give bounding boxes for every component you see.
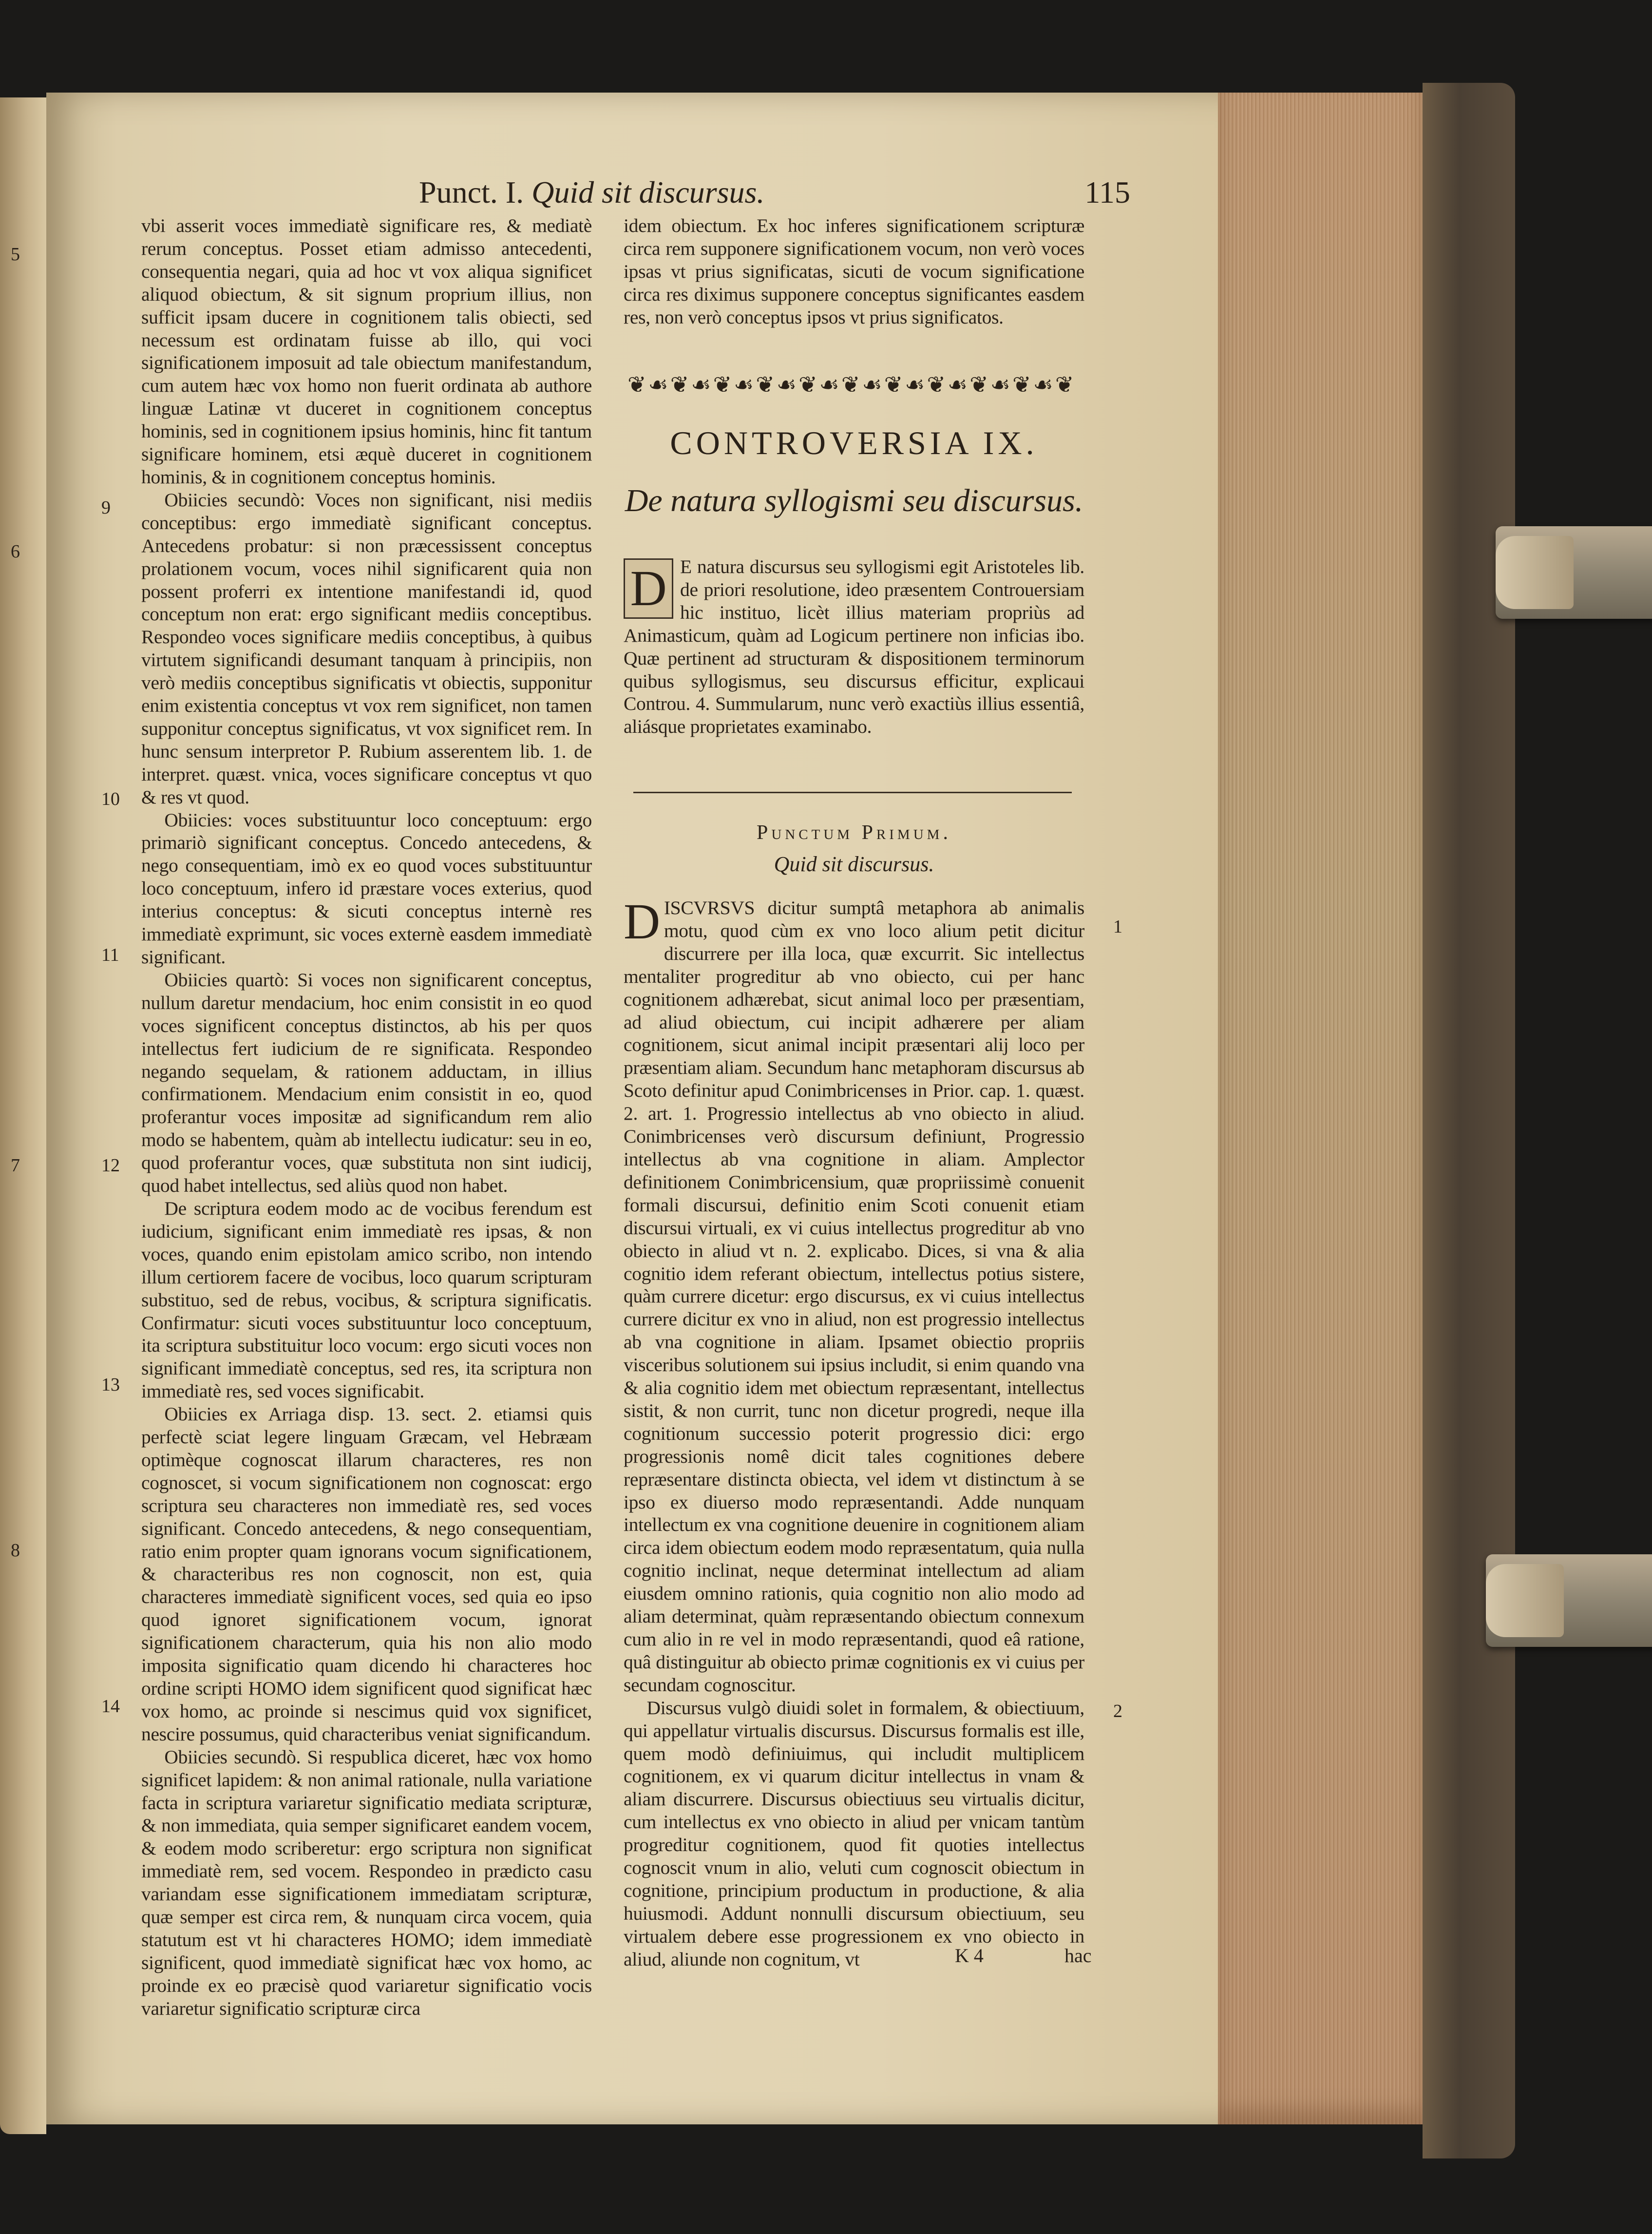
paragraph: Obiicies quartò: Si voces non significarent conceptus, nullum daretur mendacium, hoc enim consistit in eo quod voces significent conceptus distinctos, ab his per quos intellectus fert iudicium de re significata. Respondeo negando sequelam, & rationem adductam, in illius confirmationem. Mendacium enim consistit in eo, quod proferantur voces impositæ ad significandum rem alio modo se habentem, quàm ab intellectu iudicatur: seu in eo, quod proferantur voces, quæ substituta non sint iudicij, quod habet intellectus, sed aliùs quod non habet. [141, 969, 592, 1197]
margin-number: 11 [101, 945, 119, 965]
body-block [624, 894, 1084, 1971]
margin-number: 12 [101, 1155, 120, 1176]
body-text: ISCVRSVS dicitur sumptâ metaphora ab animalis motu, quod cùm ex vno loco alium petit dicitur discurrere per illa loca, quæ excurrit. Sic intellectus mentaliter progreditur ab vno obiecto, cui per hanc cognitionem adhærebat, sicut animal loco per præsentiam, ad aliud obiectum, cui incipit adhærere per aliam cognitionem, sicut animal incipit præsentari alij loco per præsentiam aliam. Secundum hanc metaphoram discursus ab Scoto definitur apud Conimbricenses in Prior. cap. 1. quæst. 2. art. 1. Progressio intellectus ab vno obiecto in aliud. Conimbricenses verò discursum definiunt, Progressio intellectus ab vna cognitione in aliam. Amplector definitionem Conimbricensium, quæ propriissimè conuenit formali discursui, definitio enim Scoti conuenit etiam discursui virtuali, ex vi cuius intellectus progreditur ab vno obiecto in aliud vt n. 2. explicabo. Dices, si vna & alia cognitio idem referant obiectum, intellectus potius sistere, quàm currere dicetur: ergo discursus, ex vi cuius intellectus currere dicitur ex vno in aliud, non est progressio intellectus ab vna cognitione in aliam. Ipsamet obiectio propriis visceribus solutionem sui ipsius includit, si enim quando vna & alia cognitio idem met obiectum repræsentant, intellectus sistit, & non currit, tunc non dicetur progredi, neque illa cognitionum successio poterit progressio dici: ergo progressionis nomê dicit tales cognitiones debere repræsentare distincta obiecta, vel idem vt distinctum à se ipso ex diuerso modo repræsentandi. Adde nunquam intellectum ex vna cognitione deuenire in cognitionem aliam circa idem obiectum eodem modo repræsentatum, quia nulla cognitio inclinat, neque determinat intellectum ad aliam eiusdem omnino rationis, quia cognitio non alio modo ad aliam determinat, quàm repræsentando obiectum connexum cum alio in re vel in modo repræsentandi, quod eâ ratione, quâ distinguitur ab obiecto primæ cognitionis ex vi cuius per secundam cognoscitur. [624, 897, 1084, 1696]
intro-block [624, 555, 1084, 738]
body-paragraph [624, 894, 1084, 1697]
margin-number: 10 [101, 789, 120, 809]
header-title-italic: Quid sit discursus. [532, 175, 765, 210]
header-title [419, 174, 764, 210]
page-number: 115 [1084, 175, 1130, 210]
paragraph: Obiicies secundò. Si respublica diceret, hæc vox homo significet lapidem: & non animal rationale, nulla variatione facta in scriptura variaretur significatio mediata scripturæ, & non immediata, quia semper significaret eandem vocem, & eodem modo scriberetur: ergo scriptura non significat immediatè rem, sed vocem. Respondeo in prædicto casu variandam esse significationem immediatam scripturæ, quæ semper est circa rem, & nunquam circa vocem, quia statutum est vt hi characteres HOMO; idem immediatè significent, quod immediatè significat hæc vox homo, ac proinde ex eo præcisè quod variaretur significatio vocis variaretur significatio scripturæ circa [141, 1746, 592, 2019]
margin-number: 1 [1113, 917, 1122, 937]
paragraph: idem obiectum. Ex hoc inferes significationem scripturæ circa rem supponere significationem vocum, non verò voces ipsas vt prius significatas, sicuti de vocum significatione circa res diximus supponere conceptus significantes easdem res, non verò conceptus ipsos vt prius significatos. [624, 215, 1084, 328]
intro-text: E natura discursus seu syllogismi egit Aristoteles lib. de priori resolutione, ideo præsentem Controuersiam hic instituo, licèt illius materiam propriùs ad Animasticum, quàm ad Logicum pertinere non inficias ibo. Quæ pertinent ad structuram & dispositionem terminorum quibus syllogismus, seu discursus efficitur, explicaui Controu. 4. Summularum, nunc verò exactiùs illius essentiâ, aliásque proprietates examinabo. [624, 556, 1084, 738]
signature-mark: K 4 [955, 1945, 984, 1967]
initial-letter: D [624, 894, 660, 950]
paragraph: vbi asserit voces immediatè significare res, & mediatè rerum conceptus. Posset etiam admisso antecedenti, consequentia negari, quia ad hoc vt vox aliqua significet aliquod obiectum, & sit signum proprium illius, non sufficit ipsam ducere in cognitionem talis obiecti, sed necessum est ordinatam fuisse ab illo, qui voci significationem imposuit ad tale obiectum manifestandum, cum autem hæc vox homo non fuerit ordinata ab authore linguæ Latinæ vt duceret in cognitionem conceptus hominis, sed in cognitionem ipsius hominis, hinc fit tantum significare hominem, etsi æquè duceret in cognitionem hominis, & in cognitionem conceptus hominis. [141, 215, 592, 488]
upper-clasp [1496, 526, 1652, 619]
lower-clasp-hinge [1486, 1564, 1564, 1637]
paragraph: De scriptura eodem modo ac de vocibus ferendum est iudicium, significant enim immediatè res ipsas, & non voces, quando enim epistolam amico scribo, non intendo illum certiorem facere de vocibus, loco quarum scripturam substituo, sed de rebus, vocibus, & scriptura significatis. Confirmatur: sicuti voces substituuntur loco conceptuum, ita scriptura substituitur loco vocum: ergo sicuti voces non significant immediatè conceptus, sed res, ita scriptura non immediatè res, sed voces significabit. [141, 1197, 592, 1402]
decorated-initial: D [624, 558, 673, 619]
book-cover [1423, 83, 1515, 2158]
controversia-heading: CONTROVERSIA IX. [670, 424, 1038, 461]
paragraph: Obiicies: voces substituuntur loco conceptuum: ergo primariò significant conceptus. Concedo antecedens, & nego consequentiam, imò ex eo quod voces substituuntur loco conceptuum, infero id præstare voces exterius, quod interius conceptus: & sicuti conceptus internè res immediatè exprimunt, sic voces externè easdem immediatè significant. [141, 809, 592, 968]
gutter-number: 8 [11, 1540, 20, 1561]
gutter-number: 7 [11, 1155, 20, 1176]
gutter-number: 5 [11, 244, 20, 265]
punctum-subheading: Quid sit discursus. [774, 852, 934, 876]
gutter-number: 6 [11, 541, 20, 562]
margin-number: 9 [101, 497, 111, 518]
margin-number: 13 [101, 1375, 120, 1395]
catchword: hac [1064, 1945, 1092, 1967]
ornament-band: ❦☙❦☙❦☙❦☙❦☙❦☙❦☙❦☙❦☙❦☙❦ [627, 372, 1076, 397]
section-rule [633, 792, 1072, 793]
lower-clasp [1486, 1554, 1652, 1647]
margin-number: 14 [101, 1696, 120, 1717]
upper-clasp-hinge [1496, 536, 1574, 609]
running-header [419, 174, 1130, 213]
paragraph: Obiicies ex Arriaga disp. 13. sect. 2. etiamsi quis perfectè sciat legere linguam Græcam, vel Hebræam optimèque cognoscat illarum characteres, res non cognoscet, si vocum significationem non cognoscat: ergo scriptura seu characteres non immediatè res, sed voces significant. Concedo antecedens, & nego consequentiam, ratio enim propter quam ignorans vocum significationem, & characteribus res non cognoscit, non est, quia characteres immediatè significent voces, sed quia eo ipso quod ignoret significationem vocum, ignorat significationem characterum, quia his non alio modo imposita significatio quam dicendo hi characteres hoc ordine scripti HOMO idem significent quod significat hæc vox homo, ac proinde si nescimus quid vox significet, nescire possumus, quid characteribus veniat significandum. [141, 1403, 592, 1745]
left-column [141, 214, 592, 2019]
controversia-subtitle: De natura syllogismi seu discursus. [625, 483, 1083, 518]
fore-edge-tint [1218, 93, 1423, 2124]
left-page-edge [0, 97, 46, 2134]
margin-number: 2 [1113, 1701, 1122, 1721]
body-paragraph: Discursus vulgò diuidi solet in formalem, & obiectiuum, qui appellatur virtualis discursus. Discursus formalis est ille, quem modò definiuimus, qui includit multiplicem cognitionem, ex vi quarum dicitur intellectus in vnam & aliam discurrere. Discursus obiectiuus seu virtualis dicitur, cum intellectus ex vno obiecto in aliud per vnicam tantùm progreditur cognitionem, quod fit quoties intellectus cognoscit vnum in alio, veluti cum cognoscit obiectum in cognitione, principium productum in productione, & alia huiusmodi. Addunt nonnulli discursum obiectiuum, seu virtualem debere esse progressionem ex vno obiecto in aliud, aliunde non cognitum, vt [624, 1697, 1084, 1970]
header-title-roman: Punct. I. [419, 175, 524, 210]
intro-paragraph [624, 555, 1084, 738]
paragraph: Obiicies secundò: Voces non significant, nisi mediis conceptibus: ergo immediatè significant conceptus. Antecedens probatur: si non præcessissent conceptus prolationem vocum, voces nihil significarent quia non possent proferri ex intentione manifestandi id, quod conceptum non erat: ergo significant mediis conceptibus. Respondeo voces significare mediis conceptibus, à quibus virtutem significandi desumant tanquam à principiis, non verò mediis conceptibus significatis vt obiectis, supponitur enim existentia conceptus vt vox rem significet, non tamen supponitur conceptus significatus, vt vox significet rem. In hunc sensum interpretor P. Rubium asserentem lib. 1. de interpret. quæst. vnica, voces significare conceptus vt quo & res vt quod. [141, 489, 592, 808]
punctum-heading: Punctum Primum. [757, 821, 951, 844]
right-column-top [624, 214, 1084, 361]
